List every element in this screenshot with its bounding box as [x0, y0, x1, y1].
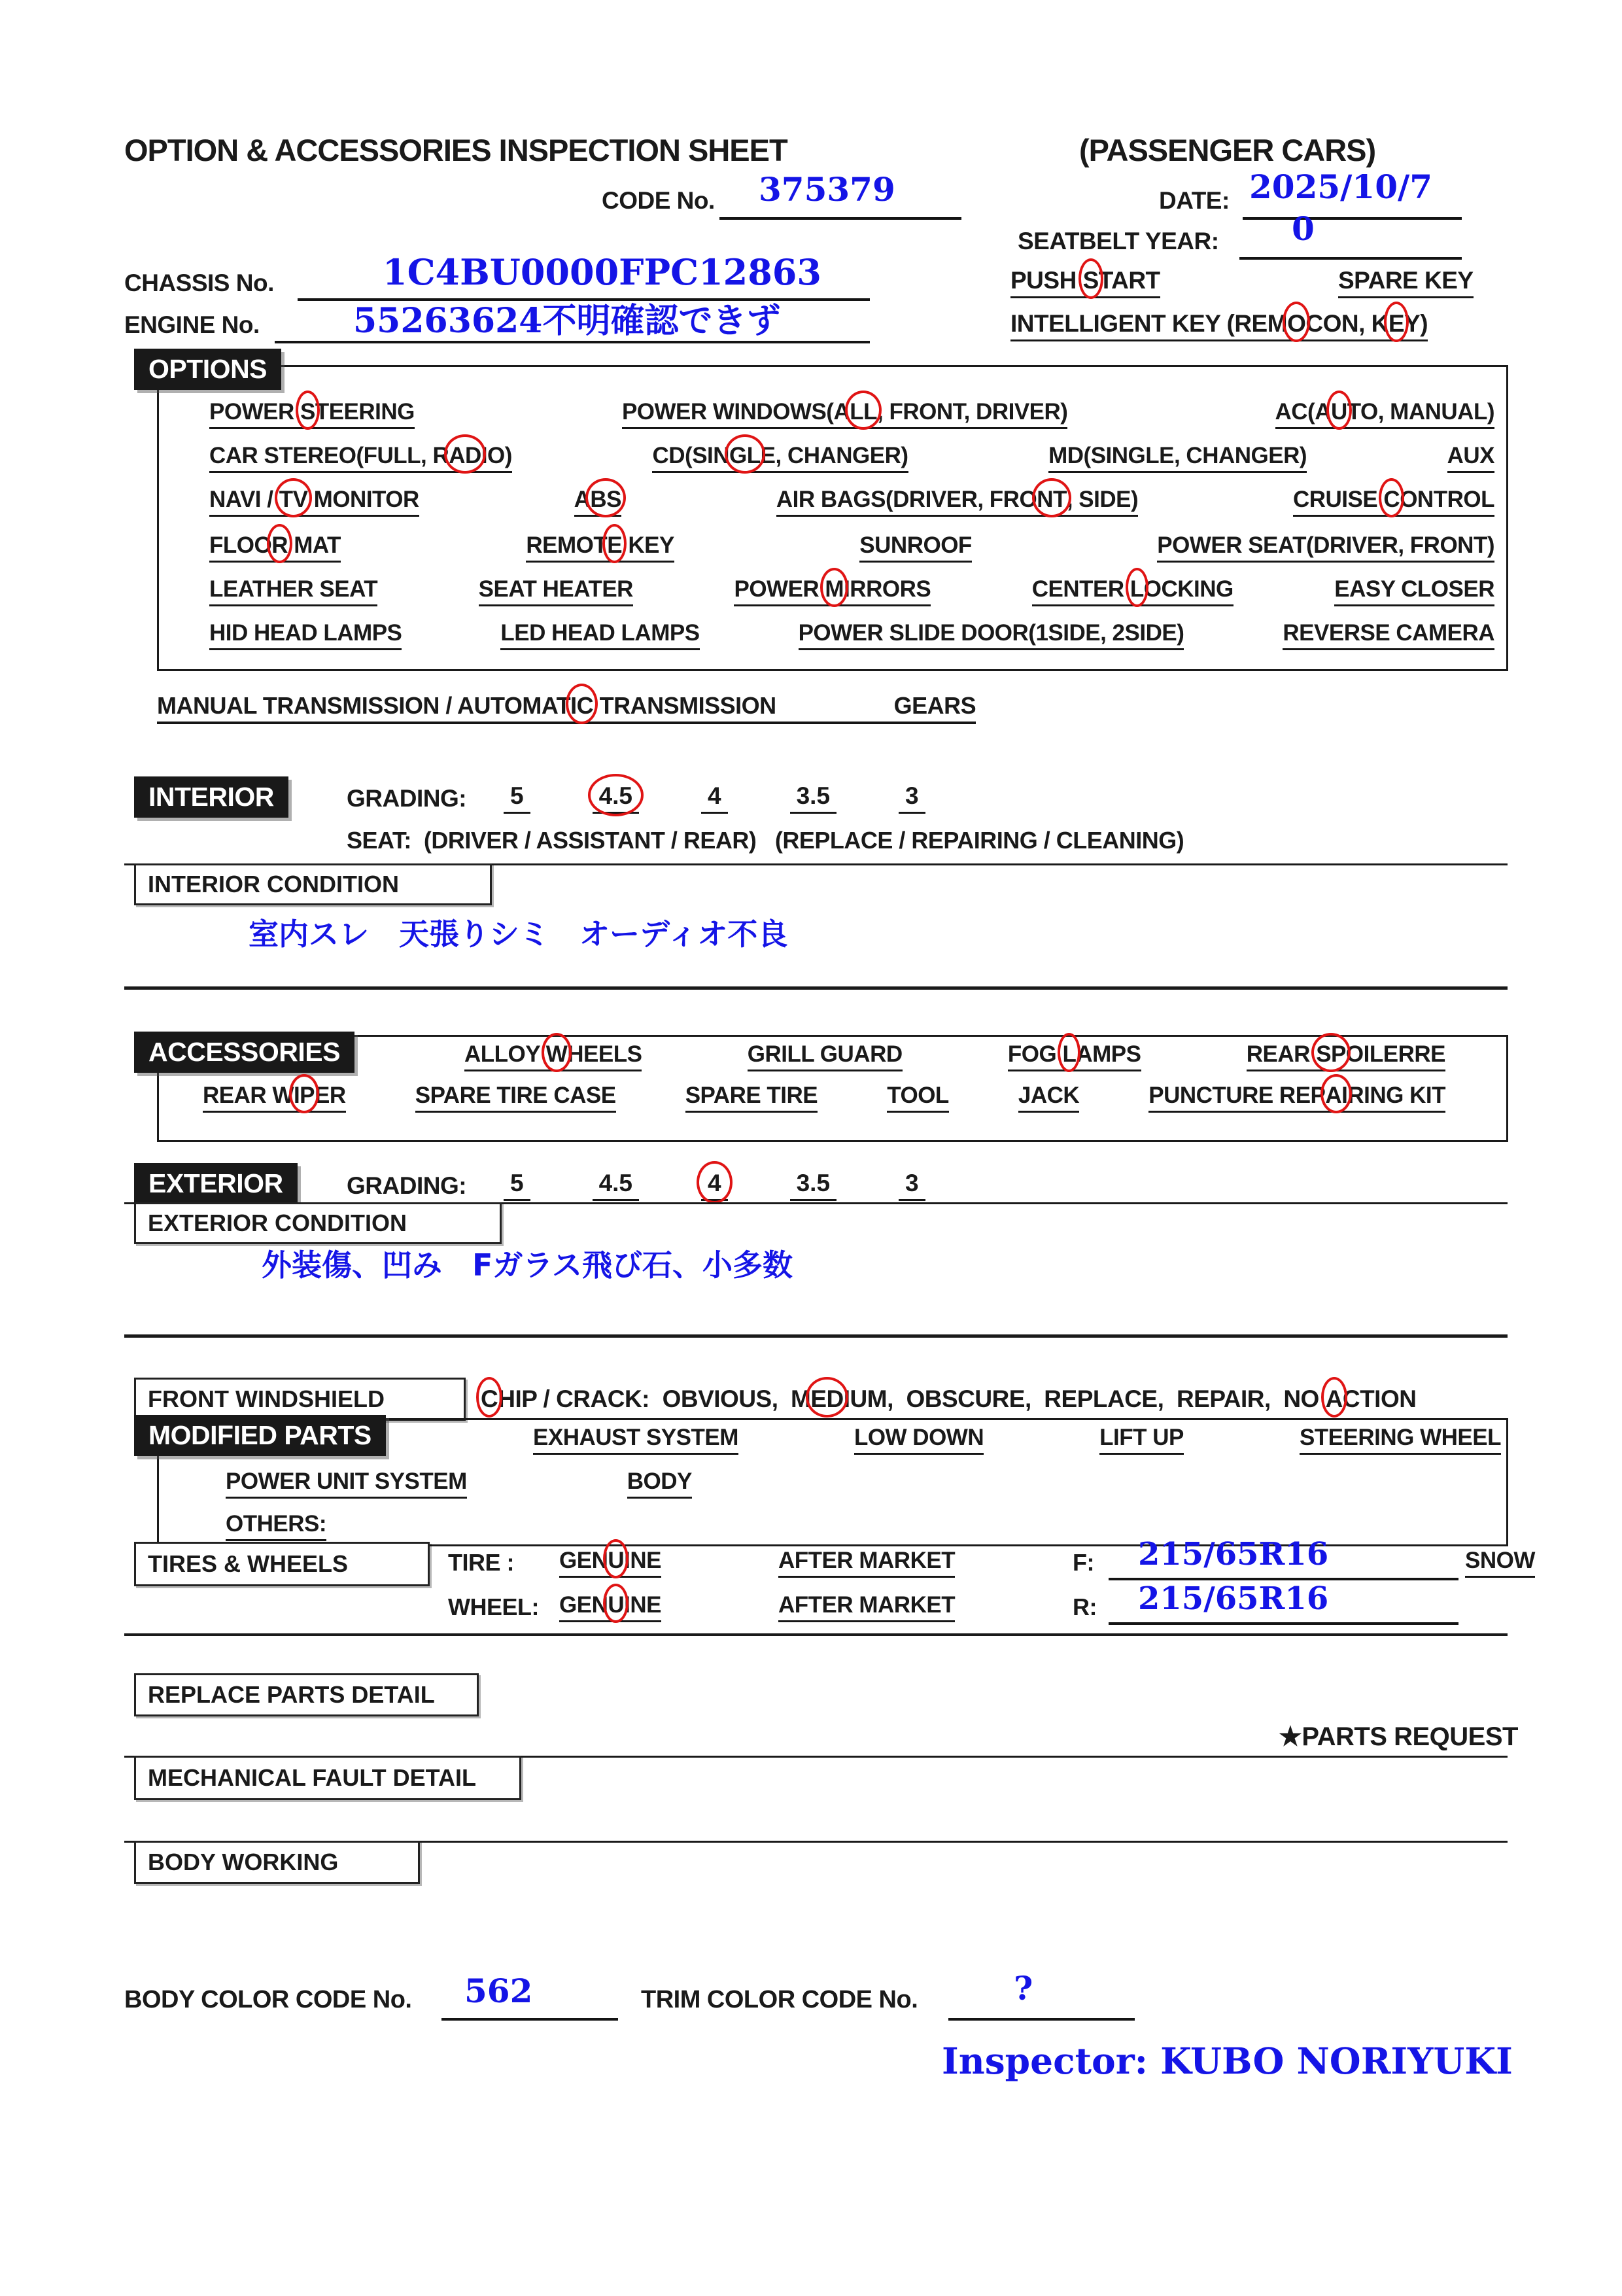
exterior-grade-4-selected: 4: [701, 1170, 728, 1201]
body-color-value: 562: [464, 1972, 533, 2010]
exterior-condition-heading: EXTERIOR CONDITION: [134, 1202, 502, 1244]
date-label: DATE:: [1159, 187, 1230, 214]
interior-grading-label: GRADING:: [347, 785, 467, 812]
interior-grade-4: 4: [701, 782, 728, 814]
interior-grade-4-5-selected: 4.5: [593, 782, 639, 814]
wheel-genuine-label: GENUINE: [559, 1592, 661, 1622]
option-seat-heater: SEAT HEATER: [479, 576, 633, 606]
interior-grade-5: 5: [504, 782, 530, 814]
option-cruise-control: CRUISE CONTROL: [1293, 487, 1494, 517]
tire-label: TIRE :: [448, 1549, 514, 1576]
option-air-bags: AIR BAGS(DRIVER, FRONT, SIDE): [776, 487, 1138, 517]
accessory-alloy-wheels: ALLOY WHEELS: [464, 1041, 642, 1071]
options-row-2: [209, 443, 1494, 473]
exterior-grade-3: 3: [899, 1170, 925, 1201]
accessory-rear-wiper: REAR WIPER: [203, 1083, 346, 1113]
option-car-stereo: CAR STEREO(FULL, RADIO): [209, 443, 512, 473]
date-field-line: [1243, 191, 1462, 220]
options-row-1: [209, 399, 1494, 429]
option-hid-head-lamps: HID HEAD LAMPS: [209, 620, 402, 650]
body-color-field-line: [441, 1992, 618, 2021]
wheel-rear-label: R:: [1073, 1593, 1097, 1620]
section-divider-3: [124, 1633, 1508, 1636]
modified-parts-heading: MODIFIED PARTS: [134, 1415, 386, 1456]
option-power-mirrors: POWER MIRRORS: [734, 576, 931, 606]
tires-wheels-heading: TIRES & WHEELS: [134, 1542, 430, 1586]
trim-color-value: ?: [1014, 1969, 1033, 2008]
option-reverse-camera: REVERSE CAMERA: [1283, 620, 1494, 650]
transmission-label: MANUAL TRANSMISSION / AUTOMATIC TRANSMISSION: [157, 692, 776, 719]
gears-label: GEARS: [893, 692, 976, 719]
interior-condition-note: 室内スレ 天張りシミ オーディオ不良: [249, 916, 788, 952]
page-subtitle: (PASSENGER CARS): [1079, 133, 1376, 167]
intelligent-key-label: INTELLIGENT KEY (REMOCON, KEY): [1010, 310, 1428, 341]
option-aux: AUX: [1447, 443, 1494, 473]
accessory-spare-tire-case: SPARE TIRE CASE: [415, 1083, 616, 1113]
modified-body: BODY: [627, 1469, 692, 1499]
snow-label: SNOW: [1465, 1548, 1535, 1578]
option-led-head-lamps: LED HEAD LAMPS: [500, 620, 699, 650]
options-row-3: [209, 487, 1494, 517]
spare-key-label: SPARE KEY: [1338, 267, 1474, 298]
wheel-rear-field-line: [1109, 1596, 1458, 1625]
modified-low-down: LOW DOWN: [854, 1425, 984, 1455]
option-ac: AC(AUTO, MANUAL): [1275, 399, 1494, 429]
modified-parts-row-2: [226, 1469, 692, 1499]
option-center-locking: CENTER LOCKING: [1032, 576, 1234, 606]
section-divider-1: [124, 986, 1508, 990]
options-row-5: [209, 576, 1494, 606]
accessory-tool: TOOL: [887, 1083, 949, 1113]
trim-color-label: TRIM COLOR CODE No.: [641, 1986, 918, 2013]
options-heading: OPTIONS: [134, 349, 281, 390]
exterior-grade-5: 5: [504, 1170, 530, 1201]
exterior-grade-4-5: 4.5: [593, 1170, 639, 1201]
exterior-heading: EXTERIOR: [134, 1163, 298, 1204]
accessory-puncture-repairing-kit: PUNCTURE REPAIRING KIT: [1148, 1083, 1445, 1113]
replace-parts-detail-heading: REPLACE PARTS DETAIL: [134, 1673, 479, 1716]
body-color-label: BODY COLOR CODE No.: [124, 1986, 412, 2013]
push-start-label: PUSH START: [1010, 267, 1160, 298]
modified-power-unit-system: POWER UNIT SYSTEM: [226, 1469, 467, 1499]
interior-grading-scale: [504, 782, 925, 814]
code-label: CODE No.: [602, 187, 715, 214]
accessory-fog-lamps: FOG LAMPS: [1008, 1041, 1141, 1071]
date-value: 2025/10/7: [1249, 167, 1433, 206]
exterior-grading-label: GRADING:: [347, 1172, 467, 1199]
option-floor-mat: FLOOR MAT: [209, 532, 341, 563]
options-row-4: [209, 532, 1494, 563]
tire-front-value: 215/65R16: [1138, 1536, 1329, 1573]
inspector-signature: Inspector: KUBO NORIYUKI: [942, 2040, 1513, 2082]
option-easy-closer: EASY CLOSER: [1334, 576, 1494, 606]
accessory-jack: JACK: [1018, 1083, 1079, 1113]
accessories-row-2: [203, 1083, 1445, 1113]
seatbelt-value: 0: [1292, 209, 1315, 248]
chip-crack-line: [481, 1385, 1416, 1413]
body-working-heading: BODY WORKING: [134, 1841, 420, 1884]
seatbelt-field-line: [1239, 231, 1462, 260]
trim-color-field-line: [948, 1992, 1135, 2021]
exterior-grade-3-5: 3.5: [790, 1170, 837, 1201]
modified-exhaust-system: EXHAUST SYSTEM: [533, 1425, 738, 1455]
chassis-label: CHASSIS No.: [124, 270, 274, 296]
page-title: OPTION & ACCESSORIES INSPECTION SHEET: [124, 133, 787, 167]
code-field-line: [719, 191, 961, 220]
tire-genuine-label: GENUINE: [559, 1548, 661, 1578]
modified-parts-row-1: [533, 1425, 1501, 1455]
exterior-condition-note: 外装傷、凹み Fガラス飛び石、小多数: [262, 1247, 793, 1283]
wheel-rear-value: 215/65R16: [1138, 1580, 1329, 1617]
chip-crack-seg2: OBVIOUS, MEDIUM,: [649, 1385, 893, 1412]
modified-lift-up: LIFT UP: [1099, 1425, 1184, 1455]
wheel-label: WHEEL:: [448, 1593, 539, 1620]
option-navi-tv-monitor: NAVI / TV MONITOR: [209, 487, 419, 517]
accessory-spare-tire: SPARE TIRE: [685, 1083, 818, 1113]
options-row-6: [209, 620, 1494, 650]
interior-condition-heading: INTERIOR CONDITION: [134, 863, 492, 905]
parts-request-label: ★PARTS REQUEST: [1279, 1722, 1518, 1751]
interior-grade-3-5: 3.5: [790, 782, 837, 814]
mechanical-fault-detail-heading: MECHANICAL FAULT DETAIL: [134, 1756, 521, 1800]
option-remote-key: REMOTE KEY: [526, 532, 674, 563]
exterior-grading-scale: [504, 1170, 925, 1201]
engine-field-line: [275, 315, 870, 343]
accessory-rear-spoiler: REAR SPOILERRE: [1247, 1041, 1445, 1071]
option-power-seat: POWER SEAT(DRIVER, FRONT): [1157, 532, 1494, 563]
option-power-slide-door: POWER SLIDE DOOR(1SIDE, 2SIDE): [799, 620, 1184, 650]
tire-after-market-label: AFTER MARKET: [778, 1548, 955, 1578]
accessories-row-1: [464, 1041, 1445, 1071]
chip-crack-seg1: CHIP / CRACK:: [481, 1385, 650, 1412]
chassis-value: 1C4BU0000FPC12863: [383, 251, 821, 293]
modified-others-label: OTHERS:: [226, 1511, 326, 1541]
engine-label: ENGINE No.: [124, 311, 260, 338]
interior-grade-3: 3: [899, 782, 925, 814]
accessory-grill-guard: GRILL GUARD: [748, 1041, 903, 1071]
option-cd: CD(SINGLE, CHANGER): [652, 443, 908, 473]
option-power-steering: POWER STEERING: [209, 399, 415, 429]
interior-seat-line: SEAT: (DRIVER / ASSISTANT / REAR) (REPLACE / REPAIRING / CLEANING): [347, 827, 1184, 854]
section-divider-2: [124, 1334, 1508, 1338]
tire-front-label: F:: [1073, 1549, 1094, 1576]
wheel-after-market-label: AFTER MARKET: [778, 1592, 955, 1622]
option-sunroof: SUNROOF: [859, 532, 972, 563]
interior-heading: INTERIOR: [134, 776, 288, 818]
option-md: MD(SINGLE, CHANGER): [1048, 443, 1307, 473]
tire-front-field-line: [1109, 1552, 1458, 1580]
option-leather-seat: LEATHER SEAT: [209, 576, 377, 606]
code-value: 375379: [759, 170, 895, 209]
option-power-windows: POWER WINDOWS(ALL, FRONT, DRIVER): [622, 399, 1068, 429]
front-windshield-heading: FRONT WINDSHIELD: [134, 1378, 466, 1421]
chip-crack-seg3: OBSCURE, REPLACE, REPAIR, NO ACTION: [893, 1385, 1417, 1412]
option-abs: ABS: [574, 487, 621, 517]
accessories-heading: ACCESSORIES: [134, 1032, 354, 1073]
modified-steering-wheel: STEERING WHEEL: [1300, 1425, 1501, 1455]
seatbelt-label: SEATBELT YEAR:: [1018, 228, 1219, 254]
engine-value: 55263624不明確認できず: [353, 301, 781, 341]
transmission-line: [157, 692, 976, 724]
